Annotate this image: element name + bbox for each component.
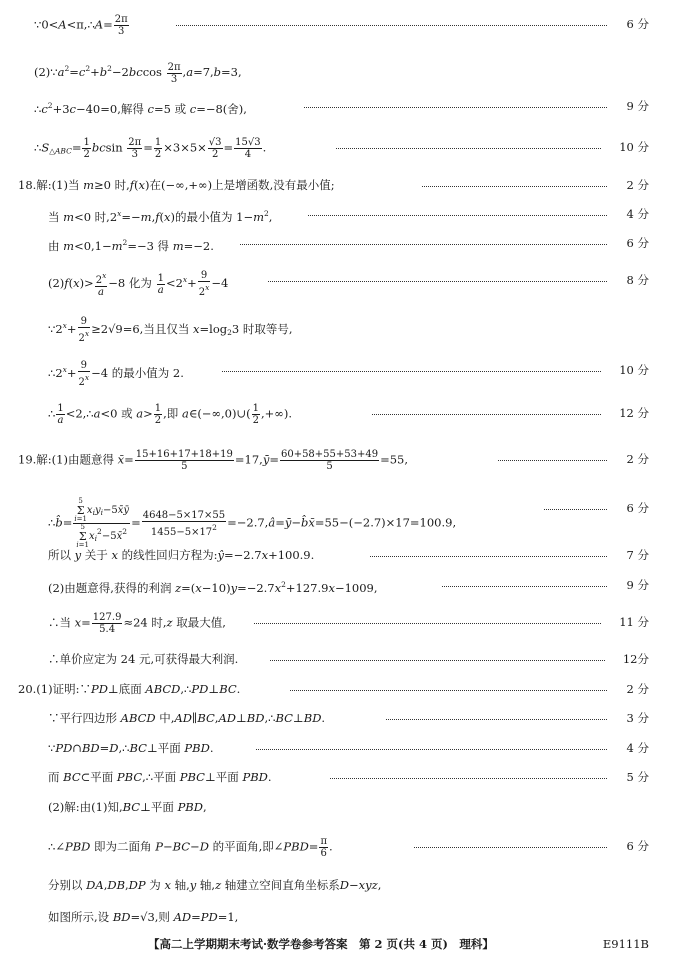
answer-line [0,907,677,927]
answer-text: ∴∠PBD 即为二面角 P−BC−D 的平面角,即∠PBD= $\frac{\pi}{6}$ . [48,836,333,859]
answer-text: (2)f(x)> $\frac{2^x}{a}$ −8 化为 $\frac{1}{a}$ $<2^x+$ $\frac{9}{2^x}$ −4 [48,270,229,298]
score-label: 7 分 [626,548,649,562]
answer-line [0,738,677,758]
answer-line [0,497,677,549]
dot-leader [372,414,601,415]
answer-line [0,449,677,472]
answer-line [0,316,677,344]
answer-text: 当 m<0 时$,2^x=-m,f(x)$的最小值为 $1-m^2$, [48,209,273,224]
answer-text: ∴单价应定为 24 元,可获得最大利润. [48,652,239,666]
dot-leader [176,25,607,26]
score-label: 12 分 [619,406,649,420]
answer-line [0,59,677,85]
answer-line [0,612,677,635]
answer-text: 由 $m<0,1-m^2=-3$ 得 m=−2. [48,238,214,253]
dot-leader [290,690,607,691]
dot-leader [270,660,605,661]
dot-leader [336,148,601,149]
score-label: 12分 [622,652,649,666]
answer-text: (2)解:由(1)知,BC⊥平面 PBD, [48,800,207,814]
answer-text: $\therefore S_{\triangle ABC}=$ $\frac{1}{2}$ bcsin $\frac{2\pi}{3}$ = $\frac{1}{2}$ ×3×5× $\frac{√3}{2}$ = $\frac{15√3}{4}$ . [34,137,267,160]
answer-text: $\because 2^x+$ $\frac{9}{2^x}$ ≥2√9=6,当且仅当 $x=\log_23$ 时取等号, [48,316,293,344]
answer-line [0,875,677,895]
dot-leader [498,460,607,461]
score-label: 2 分 [626,682,649,696]
dot-leader [308,215,607,216]
answer-line [0,137,677,160]
page-footer [0,934,677,954]
answer-text: 18.解:(1)当 m≥0 时,f(x)在(−∞,+∞)上是增函数,没有最小值; [18,178,335,192]
score-label: 6 分 [626,17,649,31]
dot-leader [268,281,607,282]
answer-text: 而 BC⊂平面 PBC,∴平面 PBC⊥平面 PBD. [48,770,272,784]
answer-text: $(2)\because a^2=c^2+b^2-2bccos$ $\frac{2\pi}{3}$ ,a=7,b=3, [34,61,242,85]
answer-text: ∴ $\frac{1}{a}$ <2,∴a<0 或 a> $\frac{1}{2}$ ,即 a∈(−∞,0)∪( $\frac{1}{2}$ ,+∞). [48,403,292,426]
score-label: 2 分 [626,452,649,466]
answer-line [0,96,677,116]
answer-line [0,679,677,699]
dot-leader [386,719,607,720]
score-label: 10 分 [619,140,649,154]
score-label: 9 分 [626,578,649,592]
answer-text: 分别以 DA,DB,DP 为 x 轴,y 轴,z 轴建立空间直角坐标系D−xyz, [48,878,382,892]
score-label: 2 分 [626,178,649,192]
dot-leader [544,509,607,510]
footer-code: E9111B [602,937,649,951]
footer-title: 【高二上学期期末考试·数学卷参考答案 第 2 页(共 4 页) 理科】 [148,937,494,951]
answer-text: $\therefore c^2+3c-40=0$,解得 c=5 或 c=−8(舍), [34,101,247,116]
dot-leader [222,371,601,372]
dot-leader [422,186,607,187]
dot-leader [370,556,607,557]
answer-text: ∴当 x= $\frac{127.9}{5.4}$ ≈24 时,z 取最大值, [48,612,226,635]
answer-line [0,175,677,195]
dot-leader [330,778,607,779]
score-label: 3 分 [626,711,649,725]
answer-line [0,545,677,565]
score-label: 11 分 [619,615,649,629]
answer-text: 20.(1)证明:∵PD⊥底面 ABCD,∴PD⊥BC. [18,682,241,696]
answer-text: ∵平行四边形 ABCD 中,AD∥BC,AD⊥BD,∴BC⊥BD. [48,711,326,725]
answer-line [0,575,677,595]
score-label: 4 分 [626,207,649,221]
answer-line [0,204,677,224]
score-label: 9 分 [626,99,649,113]
answer-line [0,767,677,787]
dot-leader [254,623,601,624]
answer-line [0,14,677,37]
dot-leader [256,749,607,750]
answer-line [0,360,677,388]
score-label: 6 分 [626,501,649,515]
answer-text: 19.解:(1)由题意得 x̄= $\frac{15+16+17+18+19}{5}$ =17,ȳ= $\frac{60+58+55+53+49}{5}$ =55, [18,449,409,472]
answer-text: ∵PD∩BD=D,∴BC⊥平面 PBD. [48,741,214,755]
answer-line [0,270,677,298]
dot-leader [240,244,607,245]
answer-line [0,649,677,669]
score-label: 5 分 [626,770,649,784]
answer-text: (2)由题意得,获得的利润 $z=(x-10)y=-2.7x^2+127.9x-1009$, [48,580,378,595]
dot-leader [304,107,607,108]
score-label: 6 分 [626,236,649,250]
answer-line [0,797,677,817]
answer-text: 如图所示,设 BD=√3,则 AD=PD=1, [48,910,239,924]
answer-text: ∴b̂= 5 Σ $i=1x_iy_i-5x̄ȳ$ 5 Σ $i=1x_i^2-5x̄^2$ = $\frac{4648-5\times 17\times 55}{1455-5\times 17^2}$ =−2.7,â=ȳ−b̂x̄=55−(−2.7)×17=100.9, [48,497,457,549]
score-label: 10 分 [619,363,649,377]
score-label: 8 分 [626,273,649,287]
answer-line [0,708,677,728]
answer-text: ∵0<A<π,∴A= $\frac{2\pi}{3}$ [34,14,128,37]
score-label: 4 分 [626,741,649,755]
answer-line [0,836,677,859]
score-label: 6 分 [626,839,649,853]
answer-text: $\therefore 2^x+$ $\frac{9}{2^x}$ −4 的最小值为 2. [48,360,184,388]
dot-leader [442,586,607,587]
dot-leader [414,847,607,848]
answer-line [0,233,677,253]
answer-line [0,403,677,426]
answer-text: 所以 y 关于 x 的线性回归方程为:ŷ=−2.7x+100.9. [48,548,315,562]
